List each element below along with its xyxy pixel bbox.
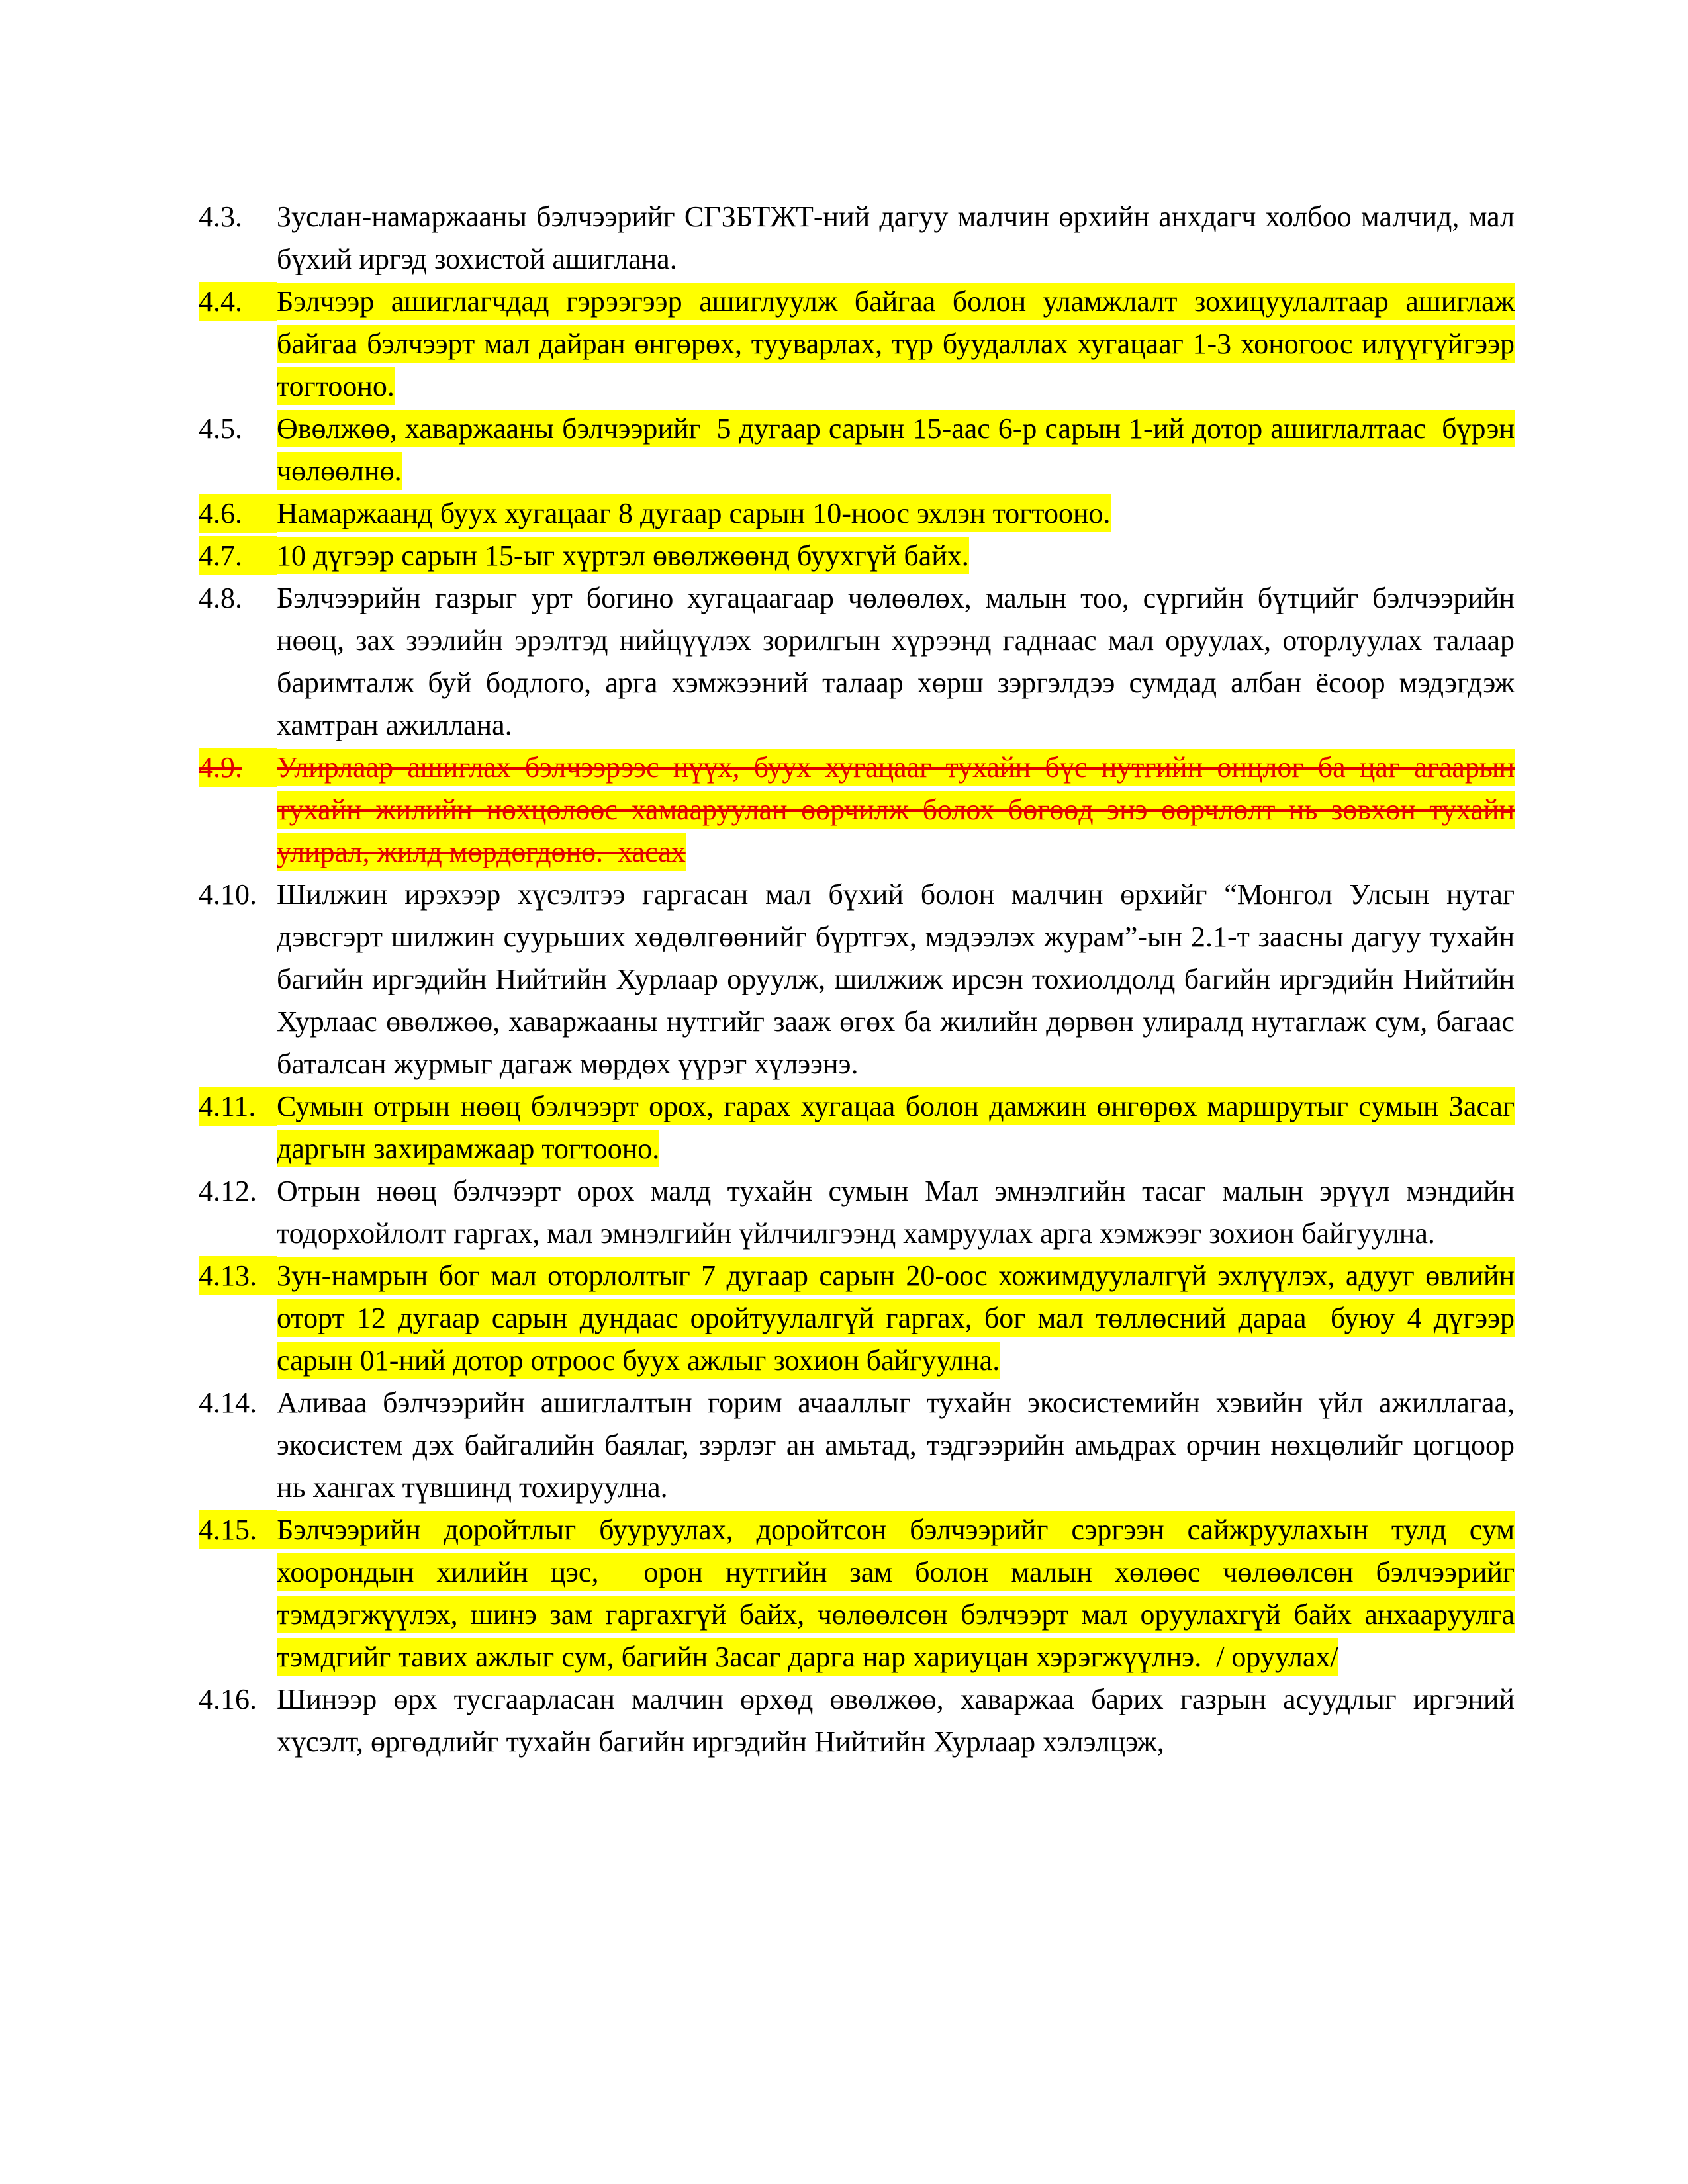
clause-text-highlighted: Өвөлжөө, хаваржааны бэлчээрийг 5 дугаар сарын 15-аас 6-р сарын 1-ий дотор ашиглалтаас бүрэн чөлөөлнө. (277, 410, 1515, 490)
clause-number: 4.14. (199, 1387, 257, 1419)
clause-number: 4.15. (199, 1510, 277, 1549)
document-page (199, 196, 1515, 1763)
clause-number-struck: 4.9. (199, 748, 277, 787)
clause-number: 4.16. (199, 1683, 257, 1715)
clause-number: 4.10. (199, 878, 257, 911)
clause-number: 4.3. (199, 201, 242, 233)
clause-number: 4.6. (199, 494, 277, 533)
clause-text: Аливаа бэлчээрийн ашиглалтын горим ачааллыг тухайн экосистемийн хэвийн үйл ажиллагаа, экосистем дэх байгалийн баялаг, зэрлэг ан амьтад, тэдгээрийн амьдрах орчин нөхцөлийг цогцоор нь хангах түвшинд тохируулна. (277, 1387, 1515, 1504)
clause-number: 4.4. (199, 282, 277, 321)
item-4-10 (199, 874, 1515, 1085)
clause-text: Шинээр өрх тусгаарласан малчин өрхөд өвөлжөө, хаваржаа барих газрын асуудлыг иргэний хүсэлт, өргөдлийг тухайн багийн иргэдийн Нийтийн Хурлаар хэлэлцэж, (277, 1683, 1515, 1758)
item-4-14 (199, 1382, 1515, 1509)
clause-text-highlighted: Бэлчээрийн доройтлыг бууруулах, доройтсон бэлчээрийг сэргээн сайжруулахын тулд сум хоорондын хилийн цэс, орон нутгийн зам болон малын хөлөөс чөлөөлсөн бэлчээрийг тэмдэгжүүлэх, шинэ зам гаргахгүй байх, чөлөөлсөн бэлчээрт мал оруулахгүй байх анхааруулга тэмдгийг тавих ажлыг сум, багийн Засаг дарга нар хариуцан хэрэгжүүлнэ. / оруулах/ (277, 1511, 1515, 1676)
clause-number: 4.5. (199, 412, 242, 445)
item-4-12 (199, 1170, 1515, 1255)
item-4-8 (199, 577, 1515, 747)
item-4-9 (199, 747, 1515, 874)
clause-number: 4.11. (199, 1087, 277, 1126)
clause-text: Шилжин ирэхээр хүсэлтээ гаргасан мал бүхий болон малчин өрхийг “Монгол Улсын нутаг дэвсгэрт шилжин суурьших хөдөлгөөнийг бүртгэх, мэдээлэх журам”-ын 2.1-т заасны дагуу тухайн багийн иргэдийн Нийтийн Хурлаар оруулж, шилжиж ирсэн тохиолдолд багийн иргэдийн Нийтийн Хурлаас өвөлжөө, хаваржааны нутгийг зааж өгөх ба жилийн дөрвөн улиралд нутаглаж сум, багаас баталсан журмыг дагаж мөрдөх үүрэг хүлээнэ. (277, 878, 1515, 1080)
item-4-11 (199, 1085, 1515, 1170)
clause-number: 4.12. (199, 1175, 257, 1207)
clause-text-highlighted: Намаржаанд буух хугацааг 8 дугаар сарын 10-ноос эхлэн тогтооно. (277, 494, 1111, 532)
clause-number: 4.13. (199, 1256, 277, 1295)
item-4-7 (199, 535, 1515, 577)
item-4-4 (199, 281, 1515, 408)
item-4-15 (199, 1509, 1515, 1678)
clause-text: Отрын нөөц бэлчээрт орох малд тухайн сумын Мал эмнэлгийн тасаг малын эрүүл мэндийн тодорхойлолт гаргах, мал эмнэлгийн үйлчилгээнд хамруулах арга хэмжээг зохион байгуулна. (277, 1175, 1515, 1250)
item-4-5 (199, 408, 1515, 492)
clause-text: Зуслан-намаржааны бэлчээрийг СГЗБТЖТ-ний дагуу малчин өрхийн анхдагч холбоо малчид, мал бүхий иргэд зохистой ашиглана. (277, 201, 1515, 275)
clause-text-highlighted: Сумын отрын нөөц бэлчээрт орох, гарах хугацаа болон дамжин өнгөрөх маршрутыг сумын Засаг даргын захирамжаар тогтооно. (277, 1087, 1515, 1167)
item-4-6 (199, 492, 1515, 535)
clause-number: 4.8. (199, 582, 242, 614)
item-4-16 (199, 1678, 1515, 1763)
clause-text-highlighted: Бэлчээр ашиглагчдад гэрээгээр ашиглуулж байгаа болон уламжлалт зохицуулалтаар ашиглаж байгаа бэлчээрт мал дайран өнгөрөх, тууварлах, түр буудаллах хугацааг 1-3 хоногоос илүүгүйгээр тогтооно. (277, 283, 1515, 405)
clause-text-highlighted: Зун-намрын бог мал оторлолтыг 7 дугаар сарын 20-оос хожимдуулалгүй эхлүүлэх, адууг өвлийн оторт 12 дугаар сарын дундаас оройтуулалгүй гаргах, бог мал төллөсний дараа буюу 4 дүгээр сарын 01-ний дотор отроос буух ажлыг зохион байгуулна. (277, 1257, 1515, 1379)
clause-number: 4.7. (199, 536, 277, 575)
clause-text: Бэлчээрийн газрыг урт богино хугацаагаар чөлөөлөх, малын тоо, сүргийн бүтцийг бэлчээрийн нөөц, зах зээлийн эрэлтэд нийцүүлэх зорилгын хүрээнд гаднаас мал оруулах, оторлуулах талаар баримталж буй бодлого, арга хэмжээний талаар хөрш зэргэлдээ сумдад албан ёсоор мэдэгдэж хамтран ажиллана. (277, 582, 1515, 741)
clause-text-struck-highlighted: Улирлаар ашиглах бэлчээрээс нүүх, буух хугацааг тухайн бүс нутгийн онцлог ба цаг агаарын тухайн жилийн нөхцөлөөс хамааруулан өөрчилж болох бөгөөд энэ өөрчлөлт нь зөвхөн тухайн улирал, жилд мөрдөгдөнө. хасах (277, 749, 1515, 871)
item-4-3 (199, 196, 1515, 281)
item-4-13 (199, 1255, 1515, 1382)
clause-text-highlighted: 10 дүгээр сарын 15-ыг хүртэл өвөлжөөнд буухгүй байх. (277, 537, 969, 574)
